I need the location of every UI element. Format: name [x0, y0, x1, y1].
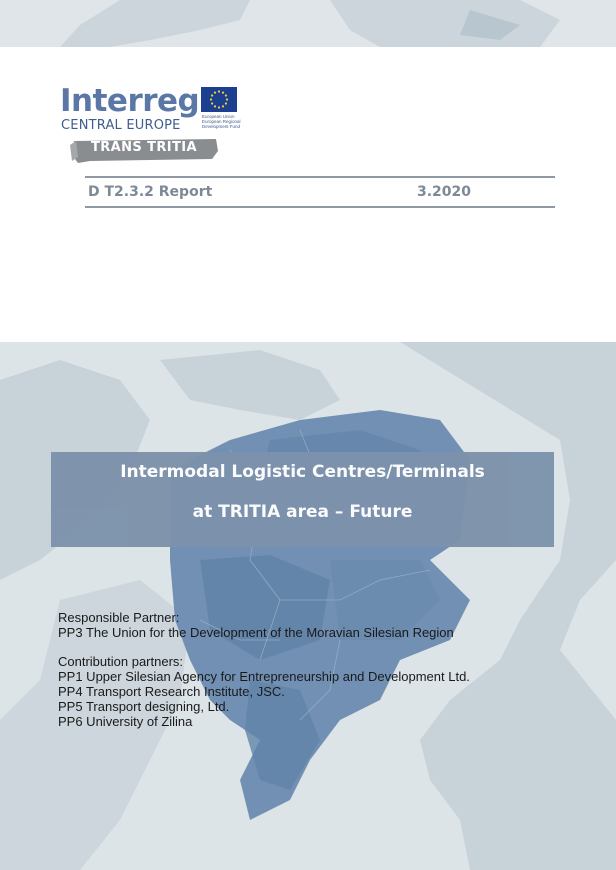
eu-fund-text: European Union European Regional Development Fund: [202, 114, 241, 129]
report-rule-top: [85, 176, 555, 178]
partners-block: [58, 610, 470, 729]
contributor-item: PP4 Transport Research Institute, JSC.: [58, 684, 285, 699]
title-line-2: at TRITIA area – Future: [192, 502, 413, 522]
report-rule-bottom: [85, 206, 555, 208]
contributor-item: PP5 Transport designing, Ltd.: [58, 699, 230, 714]
responsible-partner: PP3 The Union for the Development of the Moravian Silesian Region: [58, 625, 454, 640]
contributor-item: PP6 University of Zilina: [58, 714, 193, 729]
eu-flag-icon: [201, 87, 237, 112]
logo-brand: Interreg: [60, 83, 200, 119]
title-line-1: Intermodal Logistic Centres/Terminals: [120, 462, 485, 482]
contributor-item: PP1 Upper Silesian Agency for Entrepreneurship and Development Ltd.: [58, 669, 470, 684]
report-label: D T2.3.2 Report: [88, 184, 213, 200]
contribution-heading: Contribution partners:: [58, 654, 184, 669]
interreg-logo: [60, 84, 240, 164]
report-date: 3.2020: [417, 184, 472, 200]
title-box: [51, 452, 554, 547]
project-name: TRANS TRITIA: [91, 140, 197, 155]
responsible-heading: Responsible Partner:: [58, 610, 180, 625]
logo-programme: CENTRAL EUROPE: [61, 118, 181, 133]
